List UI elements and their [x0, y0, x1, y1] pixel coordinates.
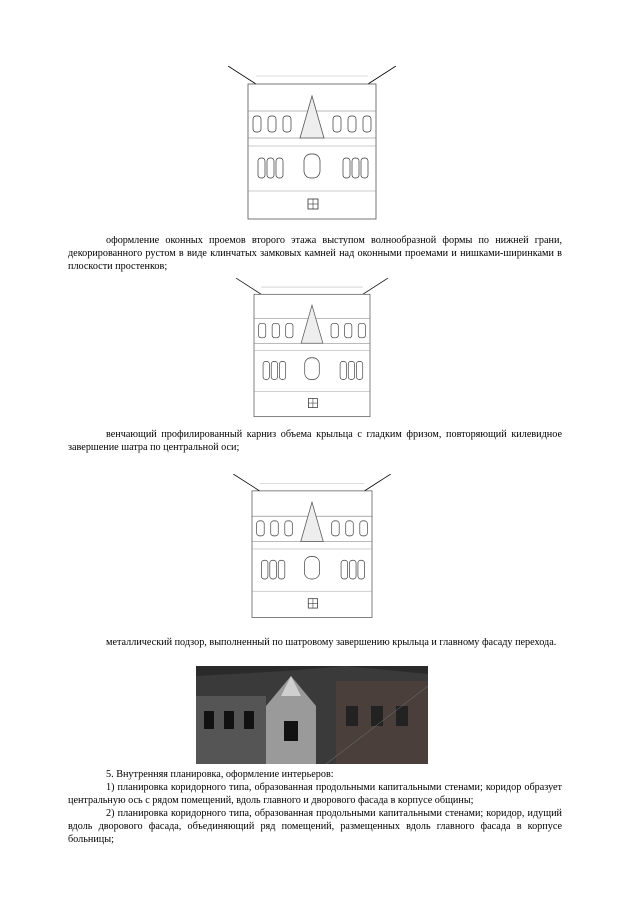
item-2: 2) планировка коридорного типа, образованная продольными капитальными стенами; коридор, идущий вдоль дворового фасада, объединяющий ряд помещений, размещенных вдоль главного фасада в корпусе больницы; — [68, 808, 562, 846]
facade-drawing-2 — [228, 278, 396, 423]
building-photo — [196, 666, 428, 764]
paragraph-2: венчающий профилированный карниз объема крыльца с гладким фризом, повторяющий килевидное завершение шатра по центральной оси; — [68, 429, 562, 454]
paragraph-3: металлический подзор, выполненный по шатровому завершению крыльца и главному фасаду перехода. — [106, 637, 557, 648]
facade-drawing-3 — [228, 474, 396, 624]
paragraph-1: оформление оконных проемов второго этажа выступом волнообразной формы по нижней грани, декорированного рустом в виде клинчатых замковых камней над оконными проемами и нишками-ширинками в плоскости простенков; — [68, 235, 562, 273]
item-1: 1) планировка коридорного типа, образованная продольными капитальными стенами; коридор образует центральную ось с рядом помещений, вдоль главного и дворового фасада в корпусе общины; — [68, 782, 562, 807]
facade-drawing-1 — [228, 66, 396, 226]
section-5-heading: 5. Внутренняя планировка, оформление интерьеров: — [106, 769, 334, 780]
